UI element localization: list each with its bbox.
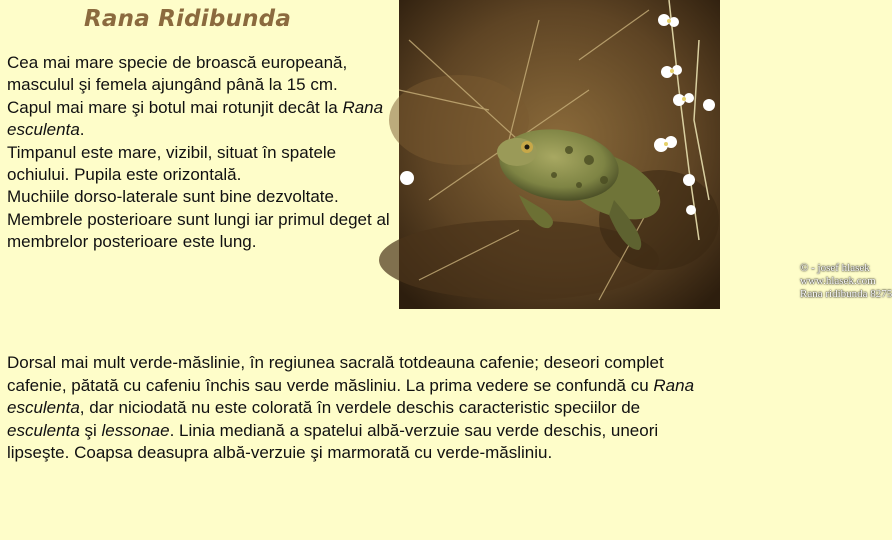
description-text <box>7 352 713 465</box>
intro-head-line: Capul mai mare şi botul mai rotunjit decât la Rana esculenta. <box>7 97 384 140</box>
species-name: esculenta <box>7 420 80 440</box>
species-name: lessonae <box>101 420 170 440</box>
credit-website: www.hlasek.com <box>800 275 876 287</box>
page-title: Rana Ridibunda <box>84 6 292 32</box>
description-paragraph: Dorsal mai mult verde-măslinie, în regiunea sacrală totdeauna cafenie; deseori complet cafenie, pătată cu cafeniu închis sau verde măsliniu. La prima vedere se confundă cu Rana esculenta, dar niciodată nu este colorată în verdele deschis caracteristic speciilor de esculenta şi lessonae. Linia mediană a spatelui albă-verzuie sau verde deschis, uneori lipseşte. Coapsa deasupra albă-verzuie şi marmorată cu verde-măsliniu. <box>7 353 695 463</box>
intro-size-line: Cea mai mare specie de broască europeană, masculul şi femela ajungând până la 15 cm. <box>7 53 348 95</box>
frog-photo-illustration <box>399 0 720 309</box>
photo-credit <box>800 262 892 301</box>
intro-tympanum-line: Timpanul este mare, vizibil, situat în spatele ochiului. Pupila este orizontală. <box>7 142 337 185</box>
credit-caption: Rana ridibunda 8275 <box>800 288 892 300</box>
intro-limbs-line: Membrele posterioare sunt lungi iar primul deget al membrelor posterioare este lung. <box>7 209 390 252</box>
intro-text <box>7 52 392 254</box>
frog-photo <box>399 0 892 309</box>
species-name: Rana esculenta <box>7 97 384 140</box>
species-name: Rana esculenta <box>7 375 695 418</box>
credit-author: © - josef hlasek <box>800 262 870 274</box>
intro-ridges-line: Muchiile dorso-laterale sunt bine dezvoltate. <box>7 187 339 207</box>
